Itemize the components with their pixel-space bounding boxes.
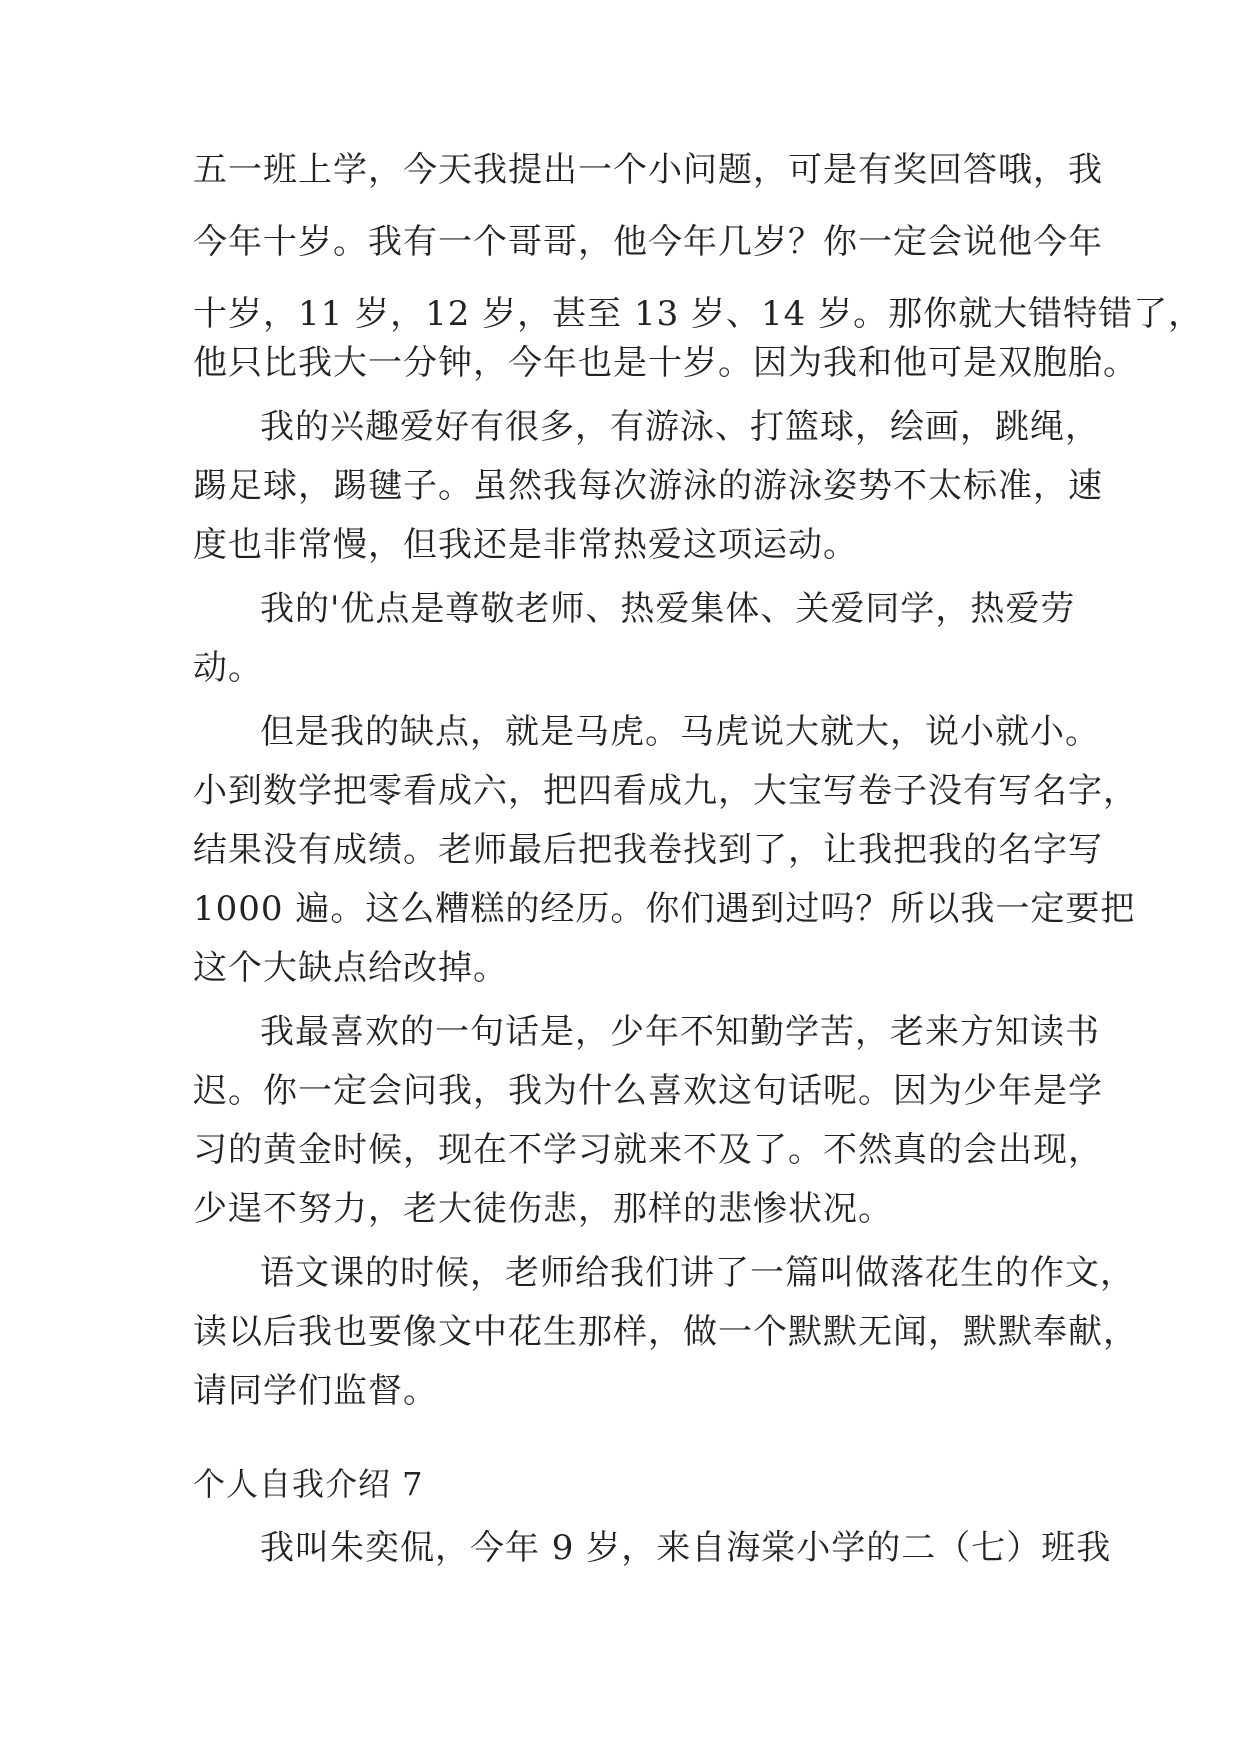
text-line: 1000 遍。这么糟糕的经历。你们遇到过吗？所以我一定要把 [193, 889, 1136, 929]
section-heading: 个人自我介绍 7 [193, 1465, 424, 1503]
text-line: 小到数学把零看成六，把四看成九，大宝写卷子没有写名字， [193, 771, 1138, 811]
paragraph-first-line: 我最喜欢的一句话是，少年不知勤学苦，老来方知读书 [260, 1012, 1100, 1052]
paragraph-first-line: 我的兴趣爱好有很多，有游泳、打篮球，绘画，跳绳， [260, 407, 1100, 447]
paragraph-first-line: 语文课的时候，老师给我们讲了一篇叫做落花生的作文， [260, 1253, 1135, 1293]
text-line: 请同学们监督。 [193, 1371, 438, 1411]
text-line: 习的黄金时候，现在不学习就来不及了。不然真的会出现， [193, 1130, 1103, 1170]
text-line: 踢足球，踢毽子。虽然我每次游泳的游泳姿势不太标准，速 [193, 466, 1103, 506]
text-line: 读以后我也要像文中花生那样，做一个默默无闻，默默奉献， [193, 1312, 1138, 1352]
text-line: 他只比我大一分钟，今年也是十岁。因为我和他可是双胞胎。 [193, 343, 1138, 383]
text-line: 这个大缺点给改掉。 [193, 948, 508, 988]
text-line: 结果没有成绩。老师最后把我卷找到了，让我把我的名字写 [193, 830, 1103, 870]
paragraph-first-line: 我叫朱奕侃，今年 9 岁，来自海棠小学的二（七）班我 [260, 1528, 1112, 1568]
text-line: 少逞不努力，老大徒伤悲，那样的悲惨状况。 [193, 1189, 893, 1229]
text-line: 动。 [193, 648, 263, 688]
text-line: 度也非常慢，但我还是非常热爱这项运动。 [193, 525, 858, 565]
text-line: 五一班上学，今天我提出一个小问题，可是有奖回答哦，我 [193, 150, 1103, 190]
paragraph-first-line: 我的'优点是尊敬老师、热爱集体、关爱同学，热爱劳 [260, 589, 1076, 629]
text-line: 十岁，11 岁，12 岁，甚至 13 岁、14 岁。那你就大错特错了， [193, 294, 1204, 334]
text-line: 迟。你一定会问我，我为什么喜欢这句话呢。因为少年是学 [193, 1071, 1103, 1111]
text-line: 今年十岁。我有一个哥哥，他今年几岁？你一定会说他今年 [193, 222, 1103, 262]
paragraph-first-line: 但是我的缺点，就是马虎。马虎说大就大，说小就小。 [260, 712, 1100, 752]
